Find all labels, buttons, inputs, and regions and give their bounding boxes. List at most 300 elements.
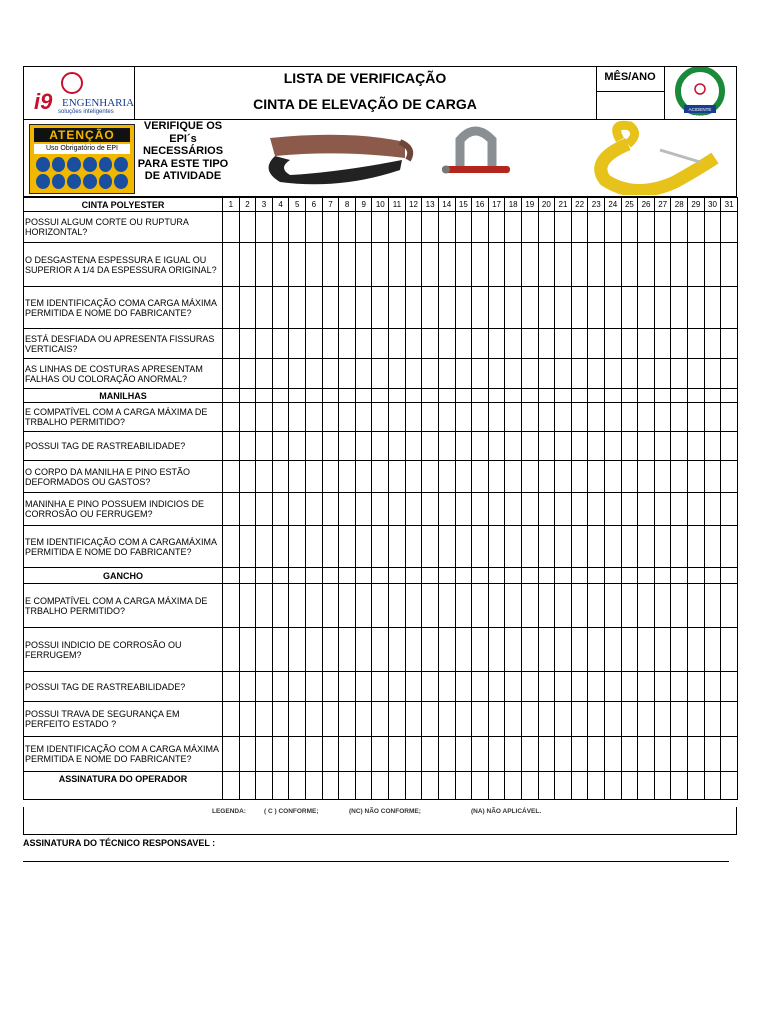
check-cell[interactable] <box>688 568 705 584</box>
check-cell[interactable] <box>306 584 323 628</box>
check-cell[interactable] <box>239 702 256 737</box>
check-cell[interactable] <box>405 287 422 329</box>
check-cell[interactable] <box>405 526 422 568</box>
check-cell[interactable] <box>422 403 439 432</box>
signature-cell[interactable] <box>239 772 256 800</box>
check-cell[interactable] <box>555 461 572 493</box>
check-cell[interactable] <box>571 672 588 702</box>
check-cell[interactable] <box>372 243 389 287</box>
check-cell[interactable] <box>422 359 439 389</box>
check-cell[interactable] <box>704 212 721 243</box>
check-cell[interactable] <box>588 672 605 702</box>
check-cell[interactable] <box>355 568 372 584</box>
check-cell[interactable] <box>306 287 323 329</box>
check-cell[interactable] <box>538 568 555 584</box>
check-cell[interactable] <box>372 737 389 772</box>
check-cell[interactable] <box>272 584 289 628</box>
check-cell[interactable] <box>671 737 688 772</box>
check-cell[interactable] <box>372 568 389 584</box>
check-cell[interactable] <box>223 329 240 359</box>
check-cell[interactable] <box>638 243 655 287</box>
check-cell[interactable] <box>472 287 489 329</box>
check-cell[interactable] <box>455 526 472 568</box>
check-cell[interactable] <box>455 737 472 772</box>
check-cell[interactable] <box>372 432 389 461</box>
signature-cell[interactable] <box>289 772 306 800</box>
check-cell[interactable] <box>721 702 738 737</box>
check-cell[interactable] <box>289 737 306 772</box>
check-cell[interactable] <box>256 493 273 526</box>
check-cell[interactable] <box>472 212 489 243</box>
check-cell[interactable] <box>256 287 273 329</box>
check-cell[interactable] <box>721 287 738 329</box>
check-cell[interactable] <box>688 287 705 329</box>
check-cell[interactable] <box>322 568 339 584</box>
check-cell[interactable] <box>621 403 638 432</box>
check-cell[interactable] <box>521 329 538 359</box>
check-cell[interactable] <box>704 243 721 287</box>
check-cell[interactable] <box>289 568 306 584</box>
check-cell[interactable] <box>704 737 721 772</box>
check-cell[interactable] <box>671 584 688 628</box>
check-cell[interactable] <box>405 389 422 403</box>
check-cell[interactable] <box>438 526 455 568</box>
check-cell[interactable] <box>671 493 688 526</box>
check-cell[interactable] <box>555 737 572 772</box>
check-cell[interactable] <box>704 329 721 359</box>
check-cell[interactable] <box>538 359 555 389</box>
check-cell[interactable] <box>306 432 323 461</box>
check-cell[interactable] <box>571 584 588 628</box>
check-cell[interactable] <box>654 737 671 772</box>
check-cell[interactable] <box>256 584 273 628</box>
check-cell[interactable] <box>621 737 638 772</box>
check-cell[interactable] <box>605 403 622 432</box>
check-cell[interactable] <box>605 584 622 628</box>
check-cell[interactable] <box>455 329 472 359</box>
check-cell[interactable] <box>256 359 273 389</box>
check-cell[interactable] <box>455 403 472 432</box>
check-cell[interactable] <box>505 287 522 329</box>
check-cell[interactable] <box>438 737 455 772</box>
check-cell[interactable] <box>405 243 422 287</box>
check-cell[interactable] <box>488 329 505 359</box>
check-cell[interactable] <box>721 628 738 672</box>
check-cell[interactable] <box>488 672 505 702</box>
check-cell[interactable] <box>671 628 688 672</box>
check-cell[interactable] <box>721 737 738 772</box>
check-cell[interactable] <box>621 287 638 329</box>
check-cell[interactable] <box>555 702 572 737</box>
check-cell[interactable] <box>538 403 555 432</box>
check-cell[interactable] <box>322 672 339 702</box>
check-cell[interactable] <box>721 493 738 526</box>
check-cell[interactable] <box>272 493 289 526</box>
check-cell[interactable] <box>355 737 372 772</box>
check-cell[interactable] <box>605 287 622 329</box>
check-cell[interactable] <box>223 493 240 526</box>
check-cell[interactable] <box>272 702 289 737</box>
check-cell[interactable] <box>571 287 588 329</box>
check-cell[interactable] <box>488 359 505 389</box>
check-cell[interactable] <box>389 212 406 243</box>
check-cell[interactable] <box>289 403 306 432</box>
check-cell[interactable] <box>455 243 472 287</box>
check-cell[interactable] <box>538 493 555 526</box>
signature-cell[interactable] <box>355 772 372 800</box>
check-cell[interactable] <box>223 287 240 329</box>
check-cell[interactable] <box>256 737 273 772</box>
check-cell[interactable] <box>306 672 323 702</box>
check-cell[interactable] <box>605 526 622 568</box>
check-cell[interactable] <box>521 359 538 389</box>
check-cell[interactable] <box>256 329 273 359</box>
check-cell[interactable] <box>505 493 522 526</box>
check-cell[interactable] <box>538 432 555 461</box>
check-cell[interactable] <box>306 359 323 389</box>
check-cell[interactable] <box>571 403 588 432</box>
check-cell[interactable] <box>239 243 256 287</box>
check-cell[interactable] <box>322 432 339 461</box>
check-cell[interactable] <box>355 584 372 628</box>
check-cell[interactable] <box>239 329 256 359</box>
check-cell[interactable] <box>455 584 472 628</box>
check-cell[interactable] <box>654 359 671 389</box>
check-cell[interactable] <box>721 403 738 432</box>
check-cell[interactable] <box>538 287 555 329</box>
check-cell[interactable] <box>405 702 422 737</box>
check-cell[interactable] <box>638 287 655 329</box>
check-cell[interactable] <box>306 526 323 568</box>
check-cell[interactable] <box>438 672 455 702</box>
check-cell[interactable] <box>571 432 588 461</box>
check-cell[interactable] <box>223 628 240 672</box>
check-cell[interactable] <box>588 359 605 389</box>
check-cell[interactable] <box>488 212 505 243</box>
check-cell[interactable] <box>289 389 306 403</box>
check-cell[interactable] <box>721 461 738 493</box>
check-cell[interactable] <box>638 432 655 461</box>
check-cell[interactable] <box>638 493 655 526</box>
check-cell[interactable] <box>322 493 339 526</box>
check-cell[interactable] <box>521 243 538 287</box>
check-cell[interactable] <box>538 737 555 772</box>
signature-cell[interactable] <box>322 772 339 800</box>
check-cell[interactable] <box>521 628 538 672</box>
check-cell[interactable] <box>322 702 339 737</box>
check-cell[interactable] <box>289 584 306 628</box>
check-cell[interactable] <box>355 461 372 493</box>
check-cell[interactable] <box>422 493 439 526</box>
check-cell[interactable] <box>721 329 738 359</box>
check-cell[interactable] <box>704 389 721 403</box>
check-cell[interactable] <box>322 287 339 329</box>
check-cell[interactable] <box>372 287 389 329</box>
signature-cell[interactable] <box>704 772 721 800</box>
check-cell[interactable] <box>671 359 688 389</box>
check-cell[interactable] <box>272 243 289 287</box>
check-cell[interactable] <box>588 584 605 628</box>
check-cell[interactable] <box>306 461 323 493</box>
check-cell[interactable] <box>422 389 439 403</box>
check-cell[interactable] <box>322 243 339 287</box>
check-cell[interactable] <box>721 672 738 702</box>
check-cell[interactable] <box>405 212 422 243</box>
check-cell[interactable] <box>671 568 688 584</box>
check-cell[interactable] <box>521 493 538 526</box>
check-cell[interactable] <box>654 212 671 243</box>
check-cell[interactable] <box>538 672 555 702</box>
check-cell[interactable] <box>605 628 622 672</box>
check-cell[interactable] <box>704 461 721 493</box>
check-cell[interactable] <box>638 403 655 432</box>
check-cell[interactable] <box>322 212 339 243</box>
check-cell[interactable] <box>638 584 655 628</box>
check-cell[interactable] <box>389 432 406 461</box>
check-cell[interactable] <box>588 212 605 243</box>
check-cell[interactable] <box>389 526 406 568</box>
check-cell[interactable] <box>588 389 605 403</box>
check-cell[interactable] <box>488 568 505 584</box>
check-cell[interactable] <box>355 359 372 389</box>
check-cell[interactable] <box>472 628 489 672</box>
check-cell[interactable] <box>688 672 705 702</box>
check-cell[interactable] <box>488 526 505 568</box>
check-cell[interactable] <box>505 389 522 403</box>
check-cell[interactable] <box>488 403 505 432</box>
signature-cell[interactable] <box>621 772 638 800</box>
check-cell[interactable] <box>638 672 655 702</box>
check-cell[interactable] <box>521 737 538 772</box>
check-cell[interactable] <box>239 493 256 526</box>
check-cell[interactable] <box>605 389 622 403</box>
check-cell[interactable] <box>223 403 240 432</box>
check-cell[interactable] <box>306 403 323 432</box>
check-cell[interactable] <box>239 568 256 584</box>
check-cell[interactable] <box>688 737 705 772</box>
check-cell[interactable] <box>638 702 655 737</box>
check-cell[interactable] <box>455 568 472 584</box>
check-cell[interactable] <box>422 329 439 359</box>
check-cell[interactable] <box>322 403 339 432</box>
check-cell[interactable] <box>588 628 605 672</box>
check-cell[interactable] <box>422 737 439 772</box>
check-cell[interactable] <box>438 568 455 584</box>
check-cell[interactable] <box>621 243 638 287</box>
check-cell[interactable] <box>488 432 505 461</box>
check-cell[interactable] <box>306 243 323 287</box>
check-cell[interactable] <box>256 461 273 493</box>
check-cell[interactable] <box>306 737 323 772</box>
check-cell[interactable] <box>621 359 638 389</box>
check-cell[interactable] <box>472 461 489 493</box>
check-cell[interactable] <box>223 243 240 287</box>
check-cell[interactable] <box>704 584 721 628</box>
check-cell[interactable] <box>355 212 372 243</box>
check-cell[interactable] <box>422 432 439 461</box>
check-cell[interactable] <box>555 243 572 287</box>
check-cell[interactable] <box>654 403 671 432</box>
check-cell[interactable] <box>256 243 273 287</box>
check-cell[interactable] <box>505 702 522 737</box>
check-cell[interactable] <box>289 702 306 737</box>
check-cell[interactable] <box>555 287 572 329</box>
check-cell[interactable] <box>322 461 339 493</box>
check-cell[interactable] <box>654 568 671 584</box>
check-cell[interactable] <box>638 568 655 584</box>
check-cell[interactable] <box>688 403 705 432</box>
check-cell[interactable] <box>223 568 240 584</box>
check-cell[interactable] <box>306 212 323 243</box>
check-cell[interactable] <box>721 389 738 403</box>
check-cell[interactable] <box>571 568 588 584</box>
check-cell[interactable] <box>272 389 289 403</box>
check-cell[interactable] <box>638 329 655 359</box>
check-cell[interactable] <box>654 526 671 568</box>
check-cell[interactable] <box>339 568 356 584</box>
check-cell[interactable] <box>389 359 406 389</box>
signature-cell[interactable] <box>372 772 389 800</box>
check-cell[interactable] <box>389 672 406 702</box>
check-cell[interactable] <box>239 628 256 672</box>
check-cell[interactable] <box>638 461 655 493</box>
check-cell[interactable] <box>671 461 688 493</box>
signature-cell[interactable] <box>588 772 605 800</box>
check-cell[interactable] <box>605 493 622 526</box>
check-cell[interactable] <box>339 672 356 702</box>
check-cell[interactable] <box>654 584 671 628</box>
check-cell[interactable] <box>688 461 705 493</box>
check-cell[interactable] <box>239 287 256 329</box>
check-cell[interactable] <box>389 737 406 772</box>
check-cell[interactable] <box>422 461 439 493</box>
check-cell[interactable] <box>256 389 273 403</box>
check-cell[interactable] <box>654 461 671 493</box>
signature-cell[interactable] <box>721 772 738 800</box>
check-cell[interactable] <box>472 432 489 461</box>
signature-cell[interactable] <box>438 772 455 800</box>
check-cell[interactable] <box>654 389 671 403</box>
check-cell[interactable] <box>405 493 422 526</box>
check-cell[interactable] <box>704 526 721 568</box>
check-cell[interactable] <box>322 329 339 359</box>
check-cell[interactable] <box>256 526 273 568</box>
check-cell[interactable] <box>339 628 356 672</box>
check-cell[interactable] <box>638 389 655 403</box>
check-cell[interactable] <box>571 737 588 772</box>
check-cell[interactable] <box>239 359 256 389</box>
check-cell[interactable] <box>256 403 273 432</box>
check-cell[interactable] <box>588 243 605 287</box>
check-cell[interactable] <box>505 737 522 772</box>
check-cell[interactable] <box>372 389 389 403</box>
check-cell[interactable] <box>223 584 240 628</box>
check-cell[interactable] <box>389 329 406 359</box>
check-cell[interactable] <box>538 526 555 568</box>
check-cell[interactable] <box>422 287 439 329</box>
check-cell[interactable] <box>389 403 406 432</box>
check-cell[interactable] <box>289 672 306 702</box>
check-cell[interactable] <box>438 359 455 389</box>
check-cell[interactable] <box>223 737 240 772</box>
check-cell[interactable] <box>422 672 439 702</box>
check-cell[interactable] <box>256 212 273 243</box>
check-cell[interactable] <box>654 672 671 702</box>
check-cell[interactable] <box>521 389 538 403</box>
signature-cell[interactable] <box>272 772 289 800</box>
check-cell[interactable] <box>605 212 622 243</box>
check-cell[interactable] <box>721 243 738 287</box>
check-cell[interactable] <box>704 568 721 584</box>
check-cell[interactable] <box>588 432 605 461</box>
check-cell[interactable] <box>438 329 455 359</box>
check-cell[interactable] <box>272 403 289 432</box>
check-cell[interactable] <box>455 432 472 461</box>
check-cell[interactable] <box>654 243 671 287</box>
check-cell[interactable] <box>505 403 522 432</box>
signature-cell[interactable] <box>571 772 588 800</box>
check-cell[interactable] <box>654 329 671 359</box>
signature-cell[interactable] <box>688 772 705 800</box>
check-cell[interactable] <box>405 737 422 772</box>
check-cell[interactable] <box>405 329 422 359</box>
check-cell[interactable] <box>422 526 439 568</box>
check-cell[interactable] <box>671 672 688 702</box>
check-cell[interactable] <box>472 403 489 432</box>
check-cell[interactable] <box>472 702 489 737</box>
check-cell[interactable] <box>289 287 306 329</box>
check-cell[interactable] <box>372 493 389 526</box>
check-cell[interactable] <box>355 526 372 568</box>
check-cell[interactable] <box>505 526 522 568</box>
check-cell[interactable] <box>438 212 455 243</box>
signature-cell[interactable] <box>605 772 622 800</box>
check-cell[interactable] <box>256 568 273 584</box>
check-cell[interactable] <box>372 212 389 243</box>
check-cell[interactable] <box>355 389 372 403</box>
check-cell[interactable] <box>488 389 505 403</box>
check-cell[interactable] <box>621 212 638 243</box>
check-cell[interactable] <box>272 568 289 584</box>
check-cell[interactable] <box>272 359 289 389</box>
check-cell[interactable] <box>621 389 638 403</box>
check-cell[interactable] <box>555 568 572 584</box>
check-cell[interactable] <box>455 287 472 329</box>
check-cell[interactable] <box>521 403 538 432</box>
check-cell[interactable] <box>588 737 605 772</box>
check-cell[interactable] <box>588 287 605 329</box>
check-cell[interactable] <box>571 389 588 403</box>
check-cell[interactable] <box>322 737 339 772</box>
check-cell[interactable] <box>521 461 538 493</box>
check-cell[interactable] <box>223 389 240 403</box>
signature-cell[interactable] <box>555 772 572 800</box>
check-cell[interactable] <box>654 702 671 737</box>
check-cell[interactable] <box>505 329 522 359</box>
check-cell[interactable] <box>223 526 240 568</box>
check-cell[interactable] <box>422 702 439 737</box>
check-cell[interactable] <box>405 628 422 672</box>
check-cell[interactable] <box>588 403 605 432</box>
check-cell[interactable] <box>472 672 489 702</box>
check-cell[interactable] <box>472 389 489 403</box>
check-cell[interactable] <box>472 584 489 628</box>
check-cell[interactable] <box>538 212 555 243</box>
check-cell[interactable] <box>488 584 505 628</box>
check-cell[interactable] <box>389 584 406 628</box>
check-cell[interactable] <box>704 493 721 526</box>
check-cell[interactable] <box>704 287 721 329</box>
